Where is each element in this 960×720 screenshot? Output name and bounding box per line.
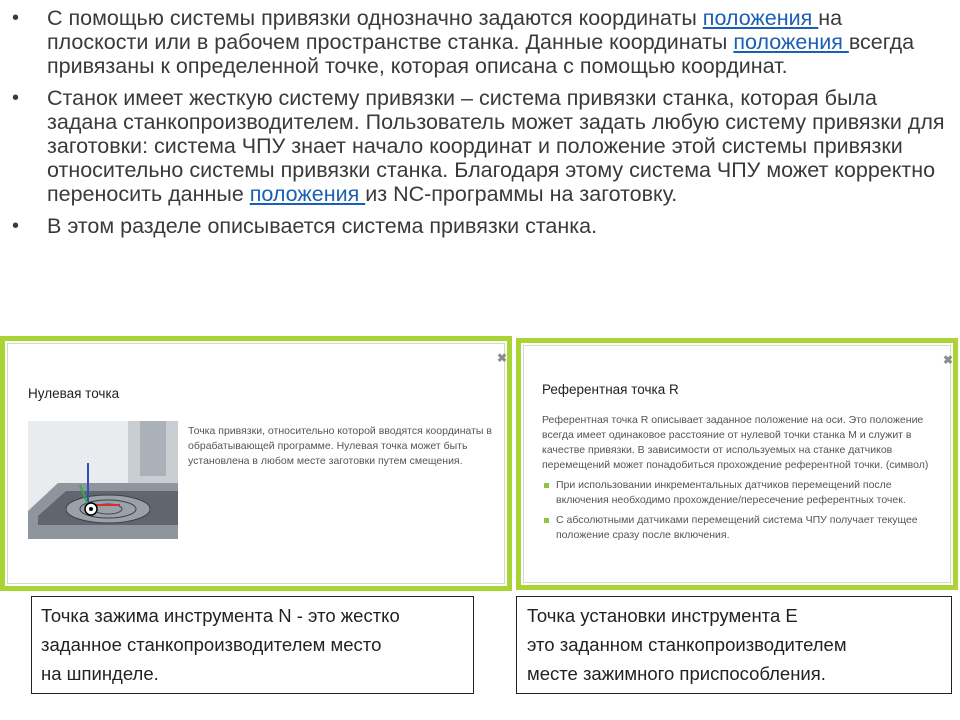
list-item: С абсолютными датчиками перемещений система ЧПУ получает текущее положение сразу после включения. [542,513,947,543]
popup-title: Референтная точка R [542,382,679,397]
link-position[interactable]: положения [249,182,366,206]
bullet-1: • С помощью системы привязки однозначно задаются координаты положения на плоскости или в рабочем пространстве станка. Данные координаты положения всегда привязаны к определенной точке, которая описана с помощью координат. [12,6,915,78]
close-icon[interactable]: ✖ [497,351,508,365]
bullet-2: • Станок имеет жесткую систему привязки – система привязки станка, которая была задана станкопроизводителем. Пользователь может задать любую систему привязки для заготовки: система ЧПУ знает начало координат и положение этой системы привязки относительно системы привязки станка. Благодаря этому система ЧПУ может корректно переносить данные положения из NC-программы на заготовку. [12,86,945,206]
bullet-dot: • [12,87,20,109]
link-position[interactable]: положения [702,6,819,30]
tool-clamp-point-box: Точка зажима инструмента N - это жестко заданное станкопроизводителем место на шпинделе. [31,596,474,694]
bullet-3: • В этом разделе описывается система привязки станка. [12,214,598,238]
close-icon[interactable]: ✖ [943,353,954,367]
popup-body [7,343,508,584]
popup-body [523,345,954,583]
bullet-square-icon [544,518,549,523]
bullet-dot: • [12,7,20,29]
popup-zero-point [0,336,512,591]
popup-description: Точка привязки, относительно которой вводятся координаты в обрабатывающей программе. Нулевая точка может быть установлена в любом месте заготовки путем смещения. [188,425,492,467]
machine-table-image [28,421,178,539]
bullet-list [10,6,945,246]
link-position[interactable]: положения [733,30,849,54]
list-item: При использовании инкрементальных датчиков перемещений после включения необходимо прохождение/пересечение референтных точек. [542,478,947,508]
bullet-dot: • [12,215,20,237]
popup-title: Нулевая точка [28,386,120,401]
popup-reference-point [516,338,958,590]
bullet-square-icon [544,483,549,488]
popup-description: Референтная точка R описывает заданное положение на оси. Это положение всегда имеет одинаковое расстояние от нулевой точки станка M и служит в качестве привязки. В зависимости от используемых на станке датчиков перемещений может понадобиться прохождение референтной точки. (символ) При использовании инкрементальных датчиков перемещений после включения необходимо прохождение/пересечение референтных точек. С абсолютными датчиками перемещений система ЧПУ получает текущее положение сразу после включения. [542,413,947,543]
tool-setting-point-box: Точка установки инструмента E это заданном станкопроизводителем месте зажимного приспособления. [516,596,952,694]
